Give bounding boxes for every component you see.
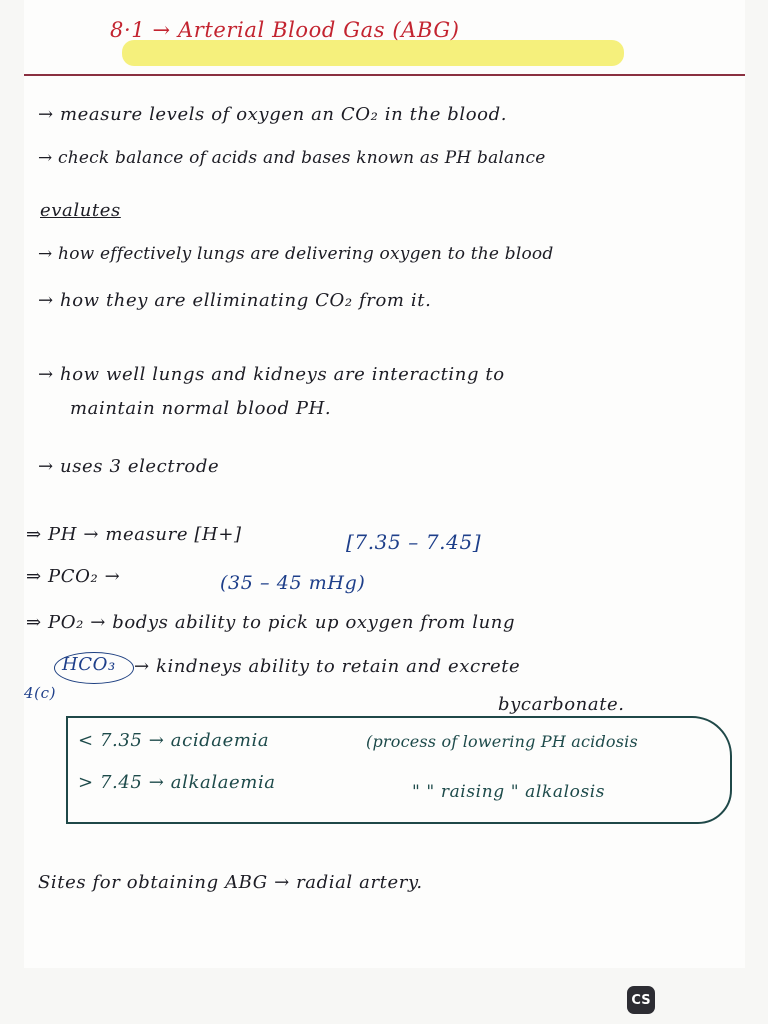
acidaemia-term: < 7.35 → acidaemia xyxy=(78,730,270,751)
note-line-kidneys: → kindneys ability to retain and excrete xyxy=(134,656,521,677)
page-title: 8·1 → Arterial Blood Gas (ABG) xyxy=(110,18,460,42)
note-heading-evaluates: evalutes xyxy=(40,200,121,221)
note-line-pco2: ⇒ PCO₂ → xyxy=(26,566,121,587)
ph-range: [7.35 – 7.45] xyxy=(346,530,482,554)
alkalosis-note: " " raising " alkalosis xyxy=(412,782,606,802)
note-line-bicarbonate: bycarbonate. xyxy=(498,694,625,715)
title-highlight xyxy=(122,40,624,66)
acidosis-note: (process of lowering PH acidosis xyxy=(366,732,638,751)
margin-note: 4(c) xyxy=(24,684,57,702)
note-line-check-balance: → check balance of acids and bases known as PH balance xyxy=(38,148,546,168)
pco2-range: (35 – 45 mHg) xyxy=(220,572,366,594)
note-line-po2: ⇒ PO₂ → bodys ability to pick up oxygen from lung xyxy=(26,612,516,633)
hco3-label: HCO₃ xyxy=(62,654,116,675)
page-top-rule xyxy=(24,74,745,76)
note-line-sites: Sites for obtaining ABG → radial artery. xyxy=(38,872,423,893)
note-line-uses-electrode: → uses 3 electrode xyxy=(38,456,220,477)
note-line-effectively: → how effectively lungs are delivering oxygen to the blood xyxy=(38,244,554,264)
note-line-ph: ⇒ PH → measure [H+] xyxy=(26,524,242,545)
note-line-interacting: → how well lungs and kidneys are interacting to xyxy=(38,364,505,385)
note-line-elliminating: → how they are elliminating CO₂ from it. xyxy=(38,290,432,311)
note-line-measure: → measure levels of oxygen an CO₂ in the blood. xyxy=(38,104,508,125)
alkalaemia-term: > 7.45 → alkalaemia xyxy=(78,772,276,793)
camscanner-logo: CS xyxy=(627,986,655,1014)
note-line-maintain-ph: maintain normal blood PH. xyxy=(70,398,332,419)
